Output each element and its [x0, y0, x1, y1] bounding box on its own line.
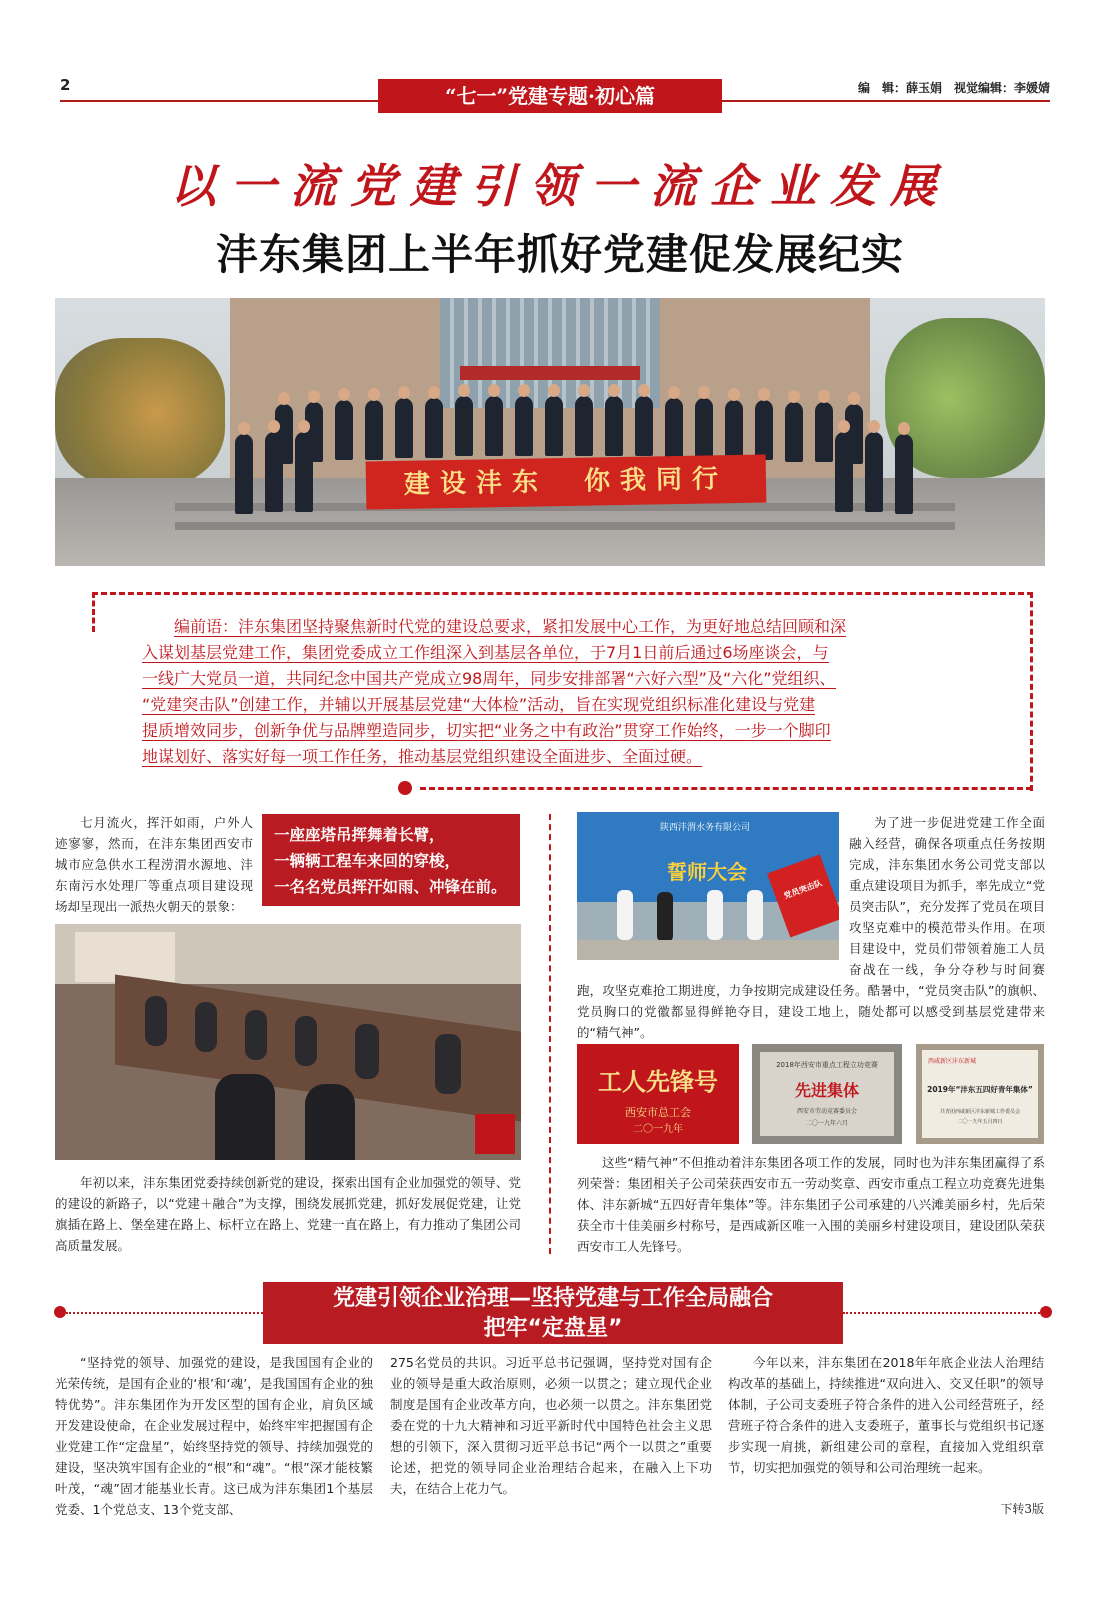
intro-line: 地谋划好、落实好每一项工作任务，推动基层党组织建设全面进步、全面过硬。	[142, 747, 703, 766]
intro-line: “党建突击队”创建工作，并辅以开展基层党建“大体检”活动，旨在实现党组织标准化建设与党建	[142, 695, 816, 714]
group-photo	[55, 298, 1045, 566]
quote-line: 一名名党员挥汗如雨、冲锋在前。	[274, 878, 507, 896]
section-title-line: 把牢“定盘星”	[483, 1316, 623, 1341]
award-certificate: 西咸新区沣东新城 2019年“沣东五四好青年集体” 共青团西咸新区沣东新城工作委员会 二〇一九年五月四日	[916, 1044, 1044, 1144]
section-title-line: 党建引领企业治理—坚持党建与工作全局融合	[332, 1286, 773, 1311]
section-banner: “七一”党建专题·初心篇	[378, 79, 722, 113]
headline-calligraphy: 以一流党建引领一流企业发展	[170, 159, 950, 213]
continued-note: 下转3版	[1000, 1502, 1044, 1516]
intro-line: 入谋划基层党建工作，集团党委成立工作组深入到基层各单位，于7月1日前后通过6场座谈会，与	[142, 643, 829, 662]
section-rule-left	[66, 1312, 263, 1314]
left-para-1: 七月流火，挥汗如雨，户外人迹寥寥，然而，在沣东集团西安市城市应急供水工程涝渭水源地、沣东南污水处理厂等重点项目建设现场却呈现出一派热火朝天的景象：	[55, 815, 253, 914]
rally-company-text: 陕西沣渭水务有限公司	[659, 823, 750, 833]
meeting-photo	[55, 924, 521, 1160]
quote-line: 一辆辆工程车来回的穿梭，	[274, 852, 461, 870]
award-plaque: 工人先锋号 西安市总工会 二〇一九年	[577, 1044, 739, 1144]
column-divider	[549, 814, 551, 1254]
award-certificate: 2018年西安市重点工程立功竞赛 先进集体 西安市劳动竞赛委员会 二〇一九年六月	[752, 1044, 902, 1144]
section-rule-right	[843, 1312, 1043, 1314]
intro-line: 编前语：沣东集团坚持聚焦新时代党的建设总要求，紧扣发展中心工作，为更好地总结回顾和深	[174, 617, 847, 636]
section-title	[263, 1282, 843, 1344]
section-col-2: 275名党员的共识。习近平总书记强调，坚持党对国有企业的领导是重大政治原则，必须一以贯之；建立现代企业制度是国有企业改革方向，也必须一以贯之。沣东集团党委在党的十九大精神和习近平新时代中国特色社会主义思想的引领下，深入贯彻习近平总书记“两个一以贯之”重要论述，把党的领导同企业治理结合起来，在融入上下功夫，在结合上花力气。	[390, 1355, 712, 1496]
photo-red-banner: 建设沣东 你我同行	[366, 455, 767, 510]
page-number: 2	[60, 76, 71, 94]
quote-line: 一座座塔吊挥舞着长臂，	[274, 826, 445, 844]
section-dot-right	[1040, 1306, 1052, 1318]
intro-line: 一线广大党员一道，共同纪念中国共产党成立98周年，同步安排部署“六好六型”及“六化”党组织、	[142, 669, 836, 688]
intro-line: 提质增效同步，创新争优与品牌塑造同步，切实把“业务之中有政治”贯穿工作始终，一步一个脚印	[142, 721, 831, 740]
intro-paragraph	[142, 614, 962, 770]
section-dot-left	[54, 1306, 66, 1318]
section-col-1: “坚持党的领导、加强党的建设，是我国国有企业的光荣传统，是国有企业的‘根’和‘魂’，是我国国有企业的独特优势”。沣东集团作为开发区型的国有企业，肩负区域开发建设使命，在企业发展过程中，始终牢牢把握国有企业党建工作“定盘星”，始终坚持党的领导、持续加强党的建设，坚决筑牢国有企业的“根”和“魂”。“根”深才能枝繁叶茂，“魂”固才能基业长青。这已成为沣东集团1个基层党委、1个党总支、13个党支部、	[55, 1355, 373, 1517]
right-para-2: 这些“精气神”不但推动着沣东集团各项工作的发展，同时也为沣东集团赢得了系列荣誉：集团相关子公司荣获西安市五一劳动奖章、西安市重点工程立功竞赛先进集体、沣东新城“五四好青年集体”等。沣东集团子公司承建的八兴滩美丽乡村，先后荣获全市十佳美丽乡村称号，是西咸新区唯一入围的美丽乡村建设项目，建设团队荣获西安市工人先锋号。	[577, 1155, 1045, 1254]
intro-dot	[398, 781, 412, 795]
rally-flag-text: 党员突击队	[782, 878, 824, 901]
rally-sign-text: 誓师大会	[667, 860, 747, 884]
editor-credits: 编 辑：薛玉娟 视觉编辑：李媛婧	[857, 81, 1050, 95]
right-para-1: 为了进一步促进党建工作全面融入经营，确保各项重点任务按期完成，沣东集团水务公司党支部以重点建设项目为抓手，率先成立“党员突击队”，充分发挥了党员在项目攻坚克难中的模范带头作用。在项目建设中，党员们带领着施工人员奋战在一线，争分夺秒与时间赛跑，攻坚克难抢工期进度，力争按期完成建设任务。酷暑中，“党员突击队”的旗帜、党员胸口的党徽都显得鲜艳夺目，建设工地上，随处都可以感受到基层党建带来的“精气神”。	[577, 815, 1045, 1040]
pull-quote	[262, 814, 520, 906]
section-col-3: 今年以来，沣东集团在2018年年底企业法人治理结构改革的基础上，持续推进“双向进入、交叉任职”的领导体制，子公司支委班子符合条件的进入公司经营班子，经营班子符合条件的进入支委班子，董事长与党组织书记逐步实现一肩挑，新组建公司的章程，直接加入党组织章节，切实把加强党的领导和公司治理统一起来。	[728, 1355, 1044, 1475]
headline-main: 沣东集团上半年抓好党建促发展纪实	[215, 230, 904, 279]
left-para-2: 年初以来，沣东集团党委持续创新党的建设，探索出国有企业加强党的领导、党的建设的新路子，以“党建＋融合”为支撑，围绕发展抓党建，抓好发展促党建，让党旗插在路上、堡垒建在路上、标杆立在路上、党建一直在路上，有力推动了集团公司高质量发展。	[55, 1175, 521, 1253]
